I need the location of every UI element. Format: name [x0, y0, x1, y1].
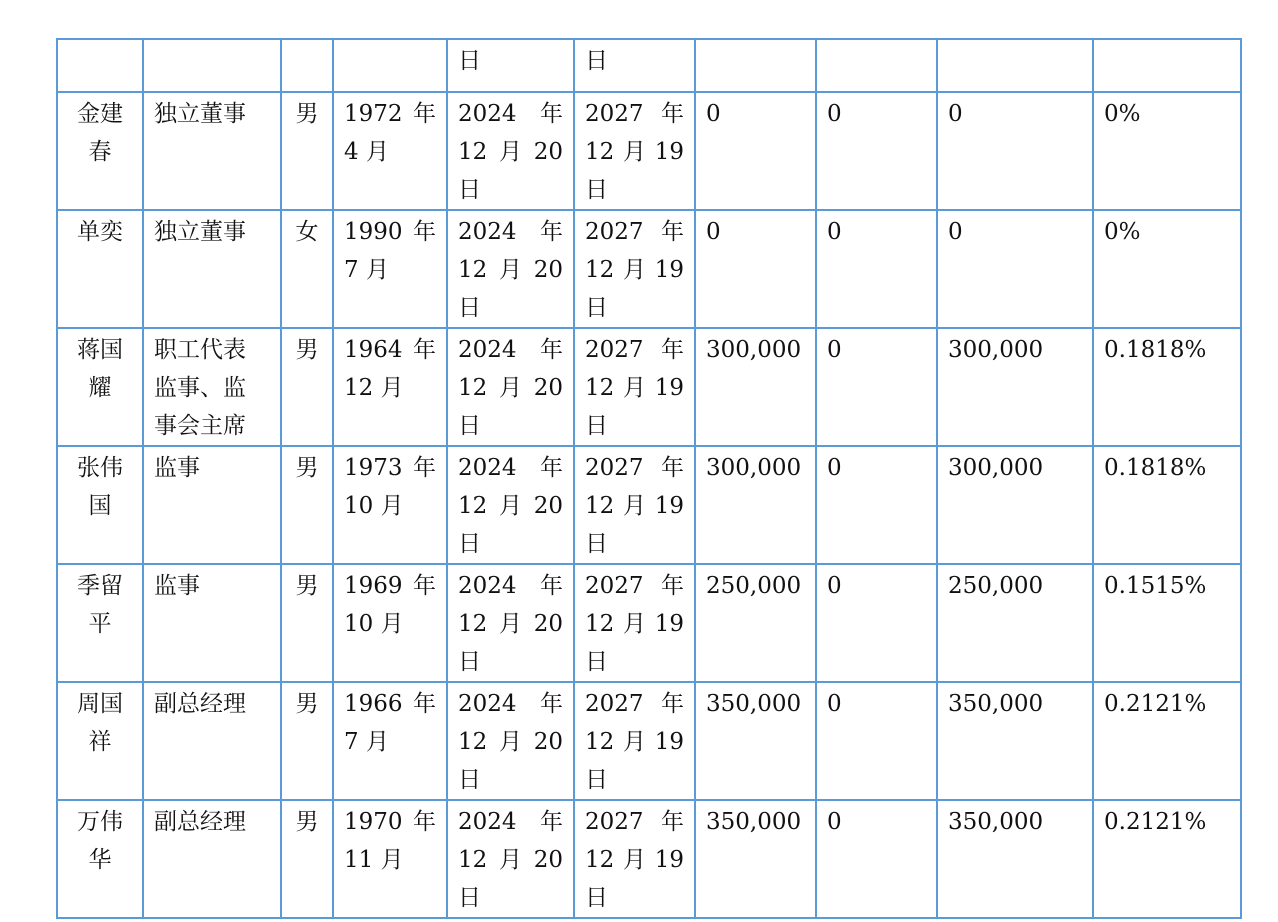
shares-change-value: 0: [827, 455, 842, 481]
position-title: 副总经理: [154, 809, 246, 835]
ratio-value: 0%: [1104, 219, 1141, 245]
term-end-month-day: 12 月 19: [585, 257, 684, 283]
shares-end-value: 300,000: [948, 337, 1044, 363]
position-title: 监事、监: [154, 375, 246, 401]
shares-change-value: 0: [827, 809, 842, 835]
gender-value: 女: [295, 219, 319, 245]
term-start-year: 2024 年: [458, 219, 563, 245]
term-start-year: 2024 年: [458, 573, 563, 599]
position-cell: [143, 446, 281, 564]
table-row: [57, 446, 1241, 564]
person-name: 平: [88, 611, 112, 637]
term-start-day-suffix: 日: [458, 767, 481, 793]
gender-cell: [281, 682, 333, 800]
shares-begin-value: 350,000: [706, 691, 802, 717]
gender-value: 男: [295, 573, 319, 599]
shares-end-cell: [937, 800, 1093, 918]
term-start-year: 2024 年: [458, 455, 563, 481]
position-cell: [143, 682, 281, 800]
term-end-day-suffix: 日: [585, 531, 608, 557]
birth-cell: [333, 210, 447, 328]
shares-change-value: 0: [827, 101, 842, 127]
birth-cell: [333, 800, 447, 918]
shares-change-cell: [816, 328, 937, 446]
position-cell: [143, 800, 281, 918]
shares-end-value: 350,000: [948, 809, 1044, 835]
term-start-year: 2024 年: [458, 809, 563, 835]
ratio-cell: [1093, 446, 1241, 564]
shares-change-cell: [816, 682, 937, 800]
term-end-year: 2027 年: [585, 691, 684, 717]
ratio-cell: [1093, 92, 1241, 210]
term-end-cell: [574, 800, 695, 918]
person-name: 祥: [88, 729, 112, 755]
birth-month: 7 月: [344, 729, 389, 755]
ratio-cell: [1093, 39, 1241, 92]
person-name: 万伟: [77, 809, 123, 835]
term-start-day-suffix: 日: [458, 885, 481, 911]
term-end-year: 2027 年: [585, 573, 684, 599]
ratio-value: 0.2121%: [1104, 691, 1207, 717]
table-row: [57, 210, 1241, 328]
position-cell: [143, 564, 281, 682]
shares-change-value: 0: [827, 337, 842, 363]
shares-end-value: 350,000: [948, 691, 1044, 717]
gender-value: 男: [295, 691, 319, 717]
birth-year: 1990 年: [344, 219, 436, 245]
term-end-tail: 日: [585, 48, 608, 74]
shares-end-cell: [937, 210, 1093, 328]
shares-change-cell: [816, 446, 937, 564]
term-end-day-suffix: 日: [585, 767, 608, 793]
shares-begin-value: 300,000: [706, 455, 802, 481]
birth-cell: [333, 39, 447, 92]
shares-end-value: 0: [948, 219, 963, 245]
shares-change-cell: [816, 92, 937, 210]
name-cell: [57, 328, 143, 446]
term-start-tail: 日: [458, 48, 481, 74]
term-end-year: 2027 年: [585, 101, 684, 127]
birth-month: 11 月: [344, 847, 404, 873]
term-end-year: 2027 年: [585, 455, 684, 481]
term-start-cell: [447, 92, 574, 210]
shares-begin-value: 0: [706, 219, 721, 245]
term-end-month-day: 12 月 19: [585, 139, 684, 165]
person-name: 蒋国: [77, 337, 123, 363]
term-end-cell: [574, 682, 695, 800]
shares-change-cell: [816, 800, 937, 918]
name-cell: [57, 446, 143, 564]
ratio-cell: [1093, 328, 1241, 446]
shares-end-cell: [937, 328, 1093, 446]
term-start-month-day: 12 月 20: [458, 139, 563, 165]
ratio-value: 0%: [1104, 101, 1141, 127]
name-cell: [57, 39, 143, 92]
position-title: 副总经理: [154, 691, 246, 717]
term-start-month-day: 12 月 20: [458, 847, 563, 873]
table-row-continued: [57, 39, 1241, 92]
shares-end-value: 250,000: [948, 573, 1044, 599]
shares-begin-cell: [695, 39, 816, 92]
person-name: 金建: [77, 101, 123, 127]
gender-cell: [281, 210, 333, 328]
term-start-year: 2024 年: [458, 101, 563, 127]
shares-begin-cell: [695, 800, 816, 918]
table-row: [57, 564, 1241, 682]
person-name: 华: [88, 847, 112, 873]
term-start-month-day: 12 月 20: [458, 729, 563, 755]
birth-year: 1970 年: [344, 809, 436, 835]
term-start-month-day: 12 月 20: [458, 375, 563, 401]
name-cell: [57, 564, 143, 682]
position-title: 监事: [154, 573, 200, 599]
ratio-cell: [1093, 800, 1241, 918]
shares-begin-value: 350,000: [706, 809, 802, 835]
shares-end-value: 300,000: [948, 455, 1044, 481]
birth-cell: [333, 564, 447, 682]
term-end-month-day: 12 月 19: [585, 729, 684, 755]
table-row: [57, 682, 1241, 800]
name-cell: [57, 682, 143, 800]
ratio-value: 0.2121%: [1104, 809, 1207, 835]
gender-cell: [281, 92, 333, 210]
shares-begin-cell: [695, 92, 816, 210]
shares-end-cell: [937, 92, 1093, 210]
term-start-cell: [447, 210, 574, 328]
shares-begin-cell: [695, 446, 816, 564]
position-cell: [143, 210, 281, 328]
shares-begin-value: 250,000: [706, 573, 802, 599]
birth-year: 1973 年: [344, 455, 436, 481]
person-name: 耀: [88, 375, 112, 401]
shares-change-value: 0: [827, 573, 842, 599]
term-end-month-day: 12 月 19: [585, 847, 684, 873]
term-end-day-suffix: 日: [585, 177, 608, 203]
shares-change-cell: [816, 210, 937, 328]
position-title: 独立董事: [154, 219, 246, 245]
term-end-cell: [574, 446, 695, 564]
shares-change-cell: [816, 564, 937, 682]
position-cell: [143, 92, 281, 210]
term-start-year: 2024 年: [458, 337, 563, 363]
birth-month: 10 月: [344, 611, 404, 637]
term-end-year: 2027 年: [585, 337, 684, 363]
birth-year: 1966 年: [344, 691, 436, 717]
term-end-day-suffix: 日: [585, 649, 608, 675]
birth-cell: [333, 328, 447, 446]
term-end-day-suffix: 日: [585, 413, 608, 439]
shares-begin-cell: [695, 682, 816, 800]
term-start-month-day: 12 月 20: [458, 611, 563, 637]
birth-year: 1964 年: [344, 337, 436, 363]
birth-cell: [333, 446, 447, 564]
shares-change-value: 0: [827, 219, 842, 245]
director-supervisor-table: [56, 38, 1242, 919]
position-title: 独立董事: [154, 101, 246, 127]
term-end-day-suffix: 日: [585, 885, 608, 911]
term-end-cell: [574, 564, 695, 682]
name-cell: [57, 210, 143, 328]
name-cell: [57, 800, 143, 918]
shares-begin-cell: [695, 328, 816, 446]
person-name: 周国: [77, 691, 123, 717]
gender-cell: [281, 328, 333, 446]
term-start-cell: [447, 682, 574, 800]
ratio-value: 0.1818%: [1104, 455, 1207, 481]
person-name: 张伟: [77, 455, 123, 481]
shares-begin-cell: [695, 564, 816, 682]
term-start-day-suffix: 日: [458, 177, 481, 203]
term-start-month-day: 12 月 20: [458, 493, 563, 519]
birth-year: 1969 年: [344, 573, 436, 599]
table-row: [57, 328, 1241, 446]
term-start-month-day: 12 月 20: [458, 257, 563, 283]
shares-end-cell: [937, 446, 1093, 564]
shares-begin-cell: [695, 210, 816, 328]
shares-end-value: 0: [948, 101, 963, 127]
term-start-cell: [447, 446, 574, 564]
term-start-day-suffix: 日: [458, 295, 481, 321]
term-start-cell: [447, 564, 574, 682]
gender-cell: [281, 564, 333, 682]
gender-value: 男: [295, 337, 319, 363]
table-row: [57, 92, 1241, 210]
shares-begin-value: 0: [706, 101, 721, 127]
shares-end-cell: [937, 564, 1093, 682]
term-end-month-day: 12 月 19: [585, 493, 684, 519]
term-end-year: 2027 年: [585, 219, 684, 245]
gender-value: 男: [295, 101, 319, 127]
ratio-value: 0.1818%: [1104, 337, 1207, 363]
term-start-cell: [447, 39, 574, 92]
position-cell: [143, 328, 281, 446]
gender-value: 男: [295, 809, 319, 835]
term-start-cell: [447, 800, 574, 918]
ratio-value: 0.1515%: [1104, 573, 1207, 599]
table-row: [57, 800, 1241, 918]
birth-month: 12 月: [344, 375, 404, 401]
gender-value: 男: [295, 455, 319, 481]
gender-cell: [281, 446, 333, 564]
term-end-day-suffix: 日: [585, 295, 608, 321]
table-body: [57, 39, 1241, 918]
shares-begin-value: 300,000: [706, 337, 802, 363]
term-start-day-suffix: 日: [458, 413, 481, 439]
term-end-month-day: 12 月 19: [585, 375, 684, 401]
term-end-cell: [574, 39, 695, 92]
gender-cell: [281, 39, 333, 92]
ratio-cell: [1093, 210, 1241, 328]
birth-month: 4 月: [344, 139, 389, 165]
birth-month: 10 月: [344, 493, 404, 519]
position-title: 职工代表: [154, 337, 246, 363]
term-start-day-suffix: 日: [458, 531, 481, 557]
ratio-cell: [1093, 682, 1241, 800]
position-title: 事会主席: [154, 413, 246, 439]
term-end-cell: [574, 92, 695, 210]
ratio-cell: [1093, 564, 1241, 682]
term-start-day-suffix: 日: [458, 649, 481, 675]
gender-cell: [281, 800, 333, 918]
birth-cell: [333, 682, 447, 800]
position-cell: [143, 39, 281, 92]
birth-month: 7 月: [344, 257, 389, 283]
birth-year: 1972 年: [344, 101, 436, 127]
birth-cell: [333, 92, 447, 210]
position-title: 监事: [154, 455, 200, 481]
term-end-cell: [574, 328, 695, 446]
shares-end-cell: [937, 682, 1093, 800]
name-cell: [57, 92, 143, 210]
shares-change-value: 0: [827, 691, 842, 717]
term-end-cell: [574, 210, 695, 328]
person-name: 季留: [77, 573, 123, 599]
person-name: 单奕: [77, 219, 123, 245]
term-end-month-day: 12 月 19: [585, 611, 684, 637]
person-name: 国: [88, 493, 112, 519]
shares-end-cell: [937, 39, 1093, 92]
term-start-year: 2024 年: [458, 691, 563, 717]
person-name: 春: [88, 139, 112, 165]
shares-change-cell: [816, 39, 937, 92]
term-end-year: 2027 年: [585, 809, 684, 835]
term-start-cell: [447, 328, 574, 446]
